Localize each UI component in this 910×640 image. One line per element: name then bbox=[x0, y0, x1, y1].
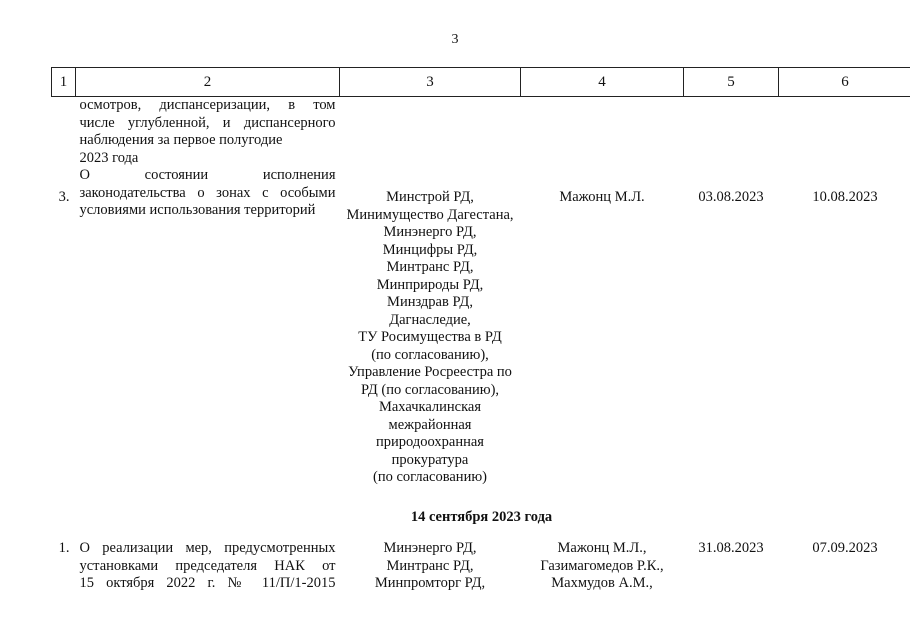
executor: Минтранс РД, bbox=[386, 259, 474, 275]
header-col-4: 4 bbox=[521, 68, 684, 97]
executor: (по согласованию) bbox=[373, 469, 487, 485]
row-number: 3. bbox=[58, 189, 70, 205]
row-number: 1. bbox=[58, 540, 70, 556]
row-date-submit: 31.08.2023 bbox=[698, 540, 764, 556]
title-line: законодательства о зонах с особыми bbox=[79, 184, 336, 201]
row-responsible bbox=[521, 167, 684, 487]
row-executors bbox=[340, 167, 521, 487]
title-line: числе углубленной, и диспансерного bbox=[79, 114, 336, 131]
executor: Минэнерго РД, bbox=[383, 224, 477, 240]
header-col-6: 6 bbox=[779, 68, 910, 97]
executor: (по согласованию), bbox=[371, 346, 489, 363]
continued-title bbox=[76, 97, 340, 168]
executor: Махачкалинская bbox=[378, 399, 482, 415]
title-line: 2023 года bbox=[79, 149, 139, 166]
row-date-review: 10.08.2023 bbox=[812, 189, 878, 205]
section-date-row bbox=[52, 487, 910, 541]
executor: Минтранс РД, bbox=[386, 557, 474, 574]
row-title bbox=[76, 540, 340, 593]
row-responsible bbox=[521, 540, 684, 593]
table-row-1 bbox=[52, 540, 910, 593]
executor: межрайонная bbox=[388, 416, 472, 433]
header-col-3: 3 bbox=[340, 68, 521, 97]
page-number: 3 bbox=[451, 32, 459, 47]
header-col-1: 1 bbox=[52, 68, 76, 97]
title-line: осмотров, диспансеризации, в том bbox=[79, 97, 336, 113]
executor: Дагнаследие, bbox=[389, 311, 471, 328]
executor: природоохранная bbox=[376, 434, 484, 450]
title-line: 15 октября 2022 г. № 11/П/1-2015 bbox=[79, 575, 336, 591]
header-row bbox=[52, 68, 910, 97]
responsible-person: Газимагомедов Р.К., bbox=[540, 557, 664, 574]
responsible-person: Мажонц М.Л. bbox=[559, 189, 645, 205]
header-col-2: 2 bbox=[76, 68, 340, 97]
row-executors bbox=[340, 540, 521, 593]
executor: Минприроды РД, bbox=[376, 276, 484, 293]
executor: прокуратура bbox=[391, 451, 469, 468]
responsible-person: Мажонц М.Л., bbox=[557, 540, 647, 556]
executor: РД (по согласованию), bbox=[360, 381, 500, 398]
section-date-heading: 14 сентября 2023 года bbox=[410, 508, 553, 525]
plan-table bbox=[51, 67, 910, 593]
executor: Минпромторг РД, bbox=[374, 575, 486, 591]
title-line: О реализации мер, предусмотренных bbox=[79, 540, 336, 556]
row-date-review: 07.09.2023 bbox=[812, 540, 878, 556]
executor: Минэнерго РД, bbox=[383, 540, 477, 556]
title-line: условиями использования территорий bbox=[79, 202, 316, 218]
executor: Минстрой РД, bbox=[386, 189, 474, 205]
table-row-3 bbox=[52, 167, 910, 487]
header-col-5: 5 bbox=[684, 68, 779, 97]
executor: Минцифры РД, bbox=[382, 241, 478, 258]
responsible-person: Махмудов А.М., bbox=[551, 575, 653, 591]
title-line: наблюдения за первое полугодие bbox=[79, 132, 283, 148]
title-line: установками председателя НАК от bbox=[79, 557, 336, 574]
title-line: О состоянии исполнения bbox=[79, 167, 336, 183]
row-date-submit: 03.08.2023 bbox=[698, 189, 764, 205]
executor: Управление Росреестра по bbox=[348, 364, 512, 380]
executor: Минимущество Дагестана, bbox=[346, 206, 514, 223]
executor: Минздрав РД, bbox=[387, 294, 473, 310]
row-title bbox=[76, 167, 340, 487]
table-row-continued bbox=[52, 97, 910, 168]
executor: ТУ Росимущества в РД bbox=[358, 329, 502, 345]
